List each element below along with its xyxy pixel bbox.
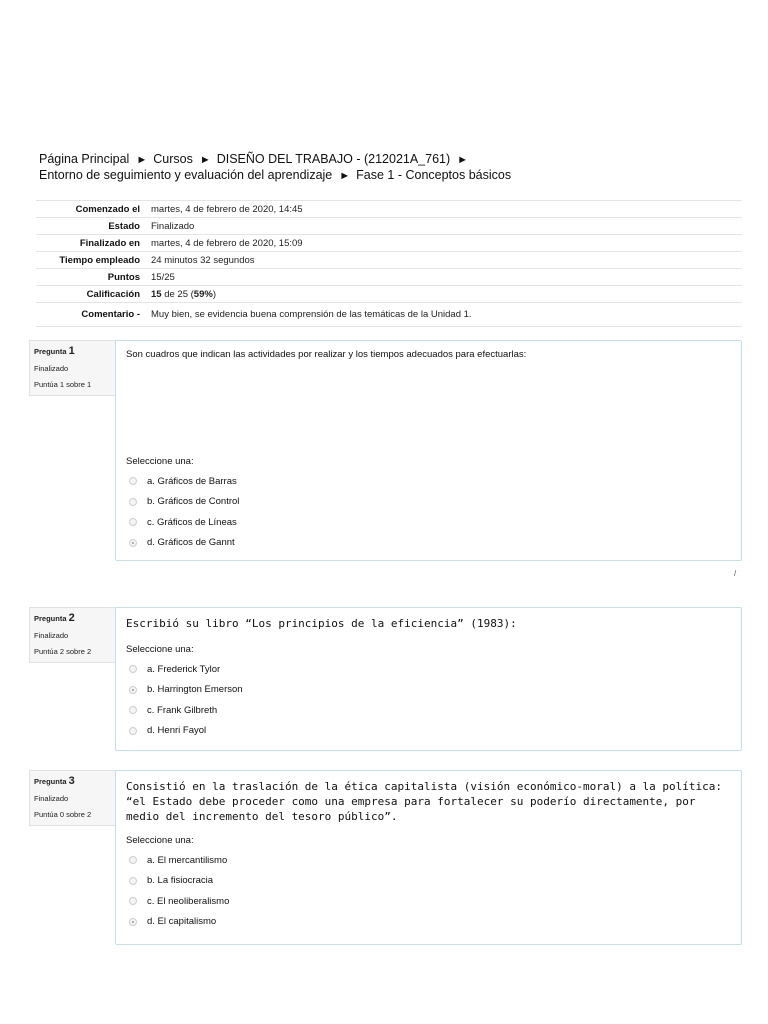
answer-option[interactable]: b. Gráficos de Control — [126, 492, 731, 513]
answer-option[interactable]: a. Gráficos de Barras — [126, 471, 731, 492]
radio-button[interactable] — [129, 498, 137, 506]
summary-value: Finalizado — [151, 220, 195, 232]
answer-prompt: Seleccione una: — [126, 644, 194, 655]
question-score: Puntúa 0 sobre 2 — [34, 810, 92, 819]
page-mark: / — [734, 569, 737, 578]
grade-score: 15 — [151, 288, 162, 300]
question-number: Pregunta 2 — [34, 612, 75, 624]
summary-label: Tiempo empleado — [59, 254, 140, 266]
breadcrumb-home-link[interactable]: Página Principal — [39, 152, 130, 166]
grade-percent: 59% — [193, 288, 213, 300]
question-info — [29, 340, 117, 396]
answer-option[interactable]: c. El neoliberalismo — [126, 891, 731, 912]
question-state: Finalizado — [34, 631, 69, 640]
radio-button[interactable] — [129, 706, 137, 714]
breadcrumb-courses-link[interactable]: Cursos — [153, 152, 193, 166]
question-info — [29, 607, 117, 663]
radio-button[interactable] — [129, 477, 137, 485]
radio-button-selected[interactable] — [129, 686, 137, 694]
summary-label: Comentario - — [81, 309, 140, 320]
summary-value: martes, 4 de febrero de 2020, 15:09 — [151, 237, 303, 249]
summary-row-time — [36, 252, 742, 269]
summary-value: 24 minutos 32 segundos — [151, 254, 255, 266]
question-number: Pregunta 1 — [34, 345, 75, 357]
summary-row-started — [36, 201, 742, 218]
summary-value: Muy bien, se evidencia buena comprensión de las temáticas de la Unidad 1. — [151, 309, 472, 320]
summary-label: Finalizado en — [79, 237, 140, 249]
radio-button-selected[interactable] — [129, 918, 137, 926]
answer-option[interactable]: b. Harrington Emerson — [126, 680, 731, 701]
summary-label: Comenzado el — [75, 203, 140, 215]
summary-value: martes, 4 de febrero de 2020, 14:45 — [151, 203, 303, 215]
question-content — [115, 607, 742, 751]
answer-option[interactable]: a. Frederick Tylor — [126, 659, 731, 680]
summary-row-comment — [36, 303, 742, 327]
summary-label: Calificación — [86, 288, 140, 300]
breadcrumb — [39, 152, 739, 184]
summary-value — [147, 286, 742, 303]
question-content — [115, 770, 742, 945]
answer-prompt: Seleccione una: — [126, 456, 194, 467]
radio-button[interactable] — [129, 877, 137, 885]
radio-button[interactable] — [129, 727, 137, 735]
question-info — [29, 770, 117, 826]
answer-option[interactable]: c. Gráficos de Líneas — [126, 512, 731, 533]
question-state: Finalizado — [34, 364, 69, 373]
question-state: Finalizado — [34, 794, 69, 803]
breadcrumb-separator-icon: ► — [136, 154, 148, 166]
summary-label: Estado — [108, 220, 140, 232]
answer-option[interactable]: d. El capitalismo — [126, 912, 731, 933]
summary-row-grade — [36, 286, 742, 303]
breadcrumb-separator-icon: ► — [339, 170, 351, 182]
breadcrumb-separator-icon: ► — [199, 154, 211, 166]
question-score: Puntúa 2 sobre 2 — [34, 647, 92, 656]
grade-total: de 25 ( — [161, 288, 194, 300]
summary-label: Puntos — [107, 271, 140, 283]
breadcrumb-section-link[interactable]: Entorno de seguimiento y evaluación del aprendizaje — [39, 168, 333, 182]
answer-option[interactable]: d. Gráficos de Gannt — [126, 533, 731, 554]
summary-row-state — [36, 218, 742, 235]
breadcrumb-separator-icon: ► — [457, 154, 469, 166]
answer-option[interactable]: b. La fisiocracia — [126, 871, 731, 892]
radio-button[interactable] — [129, 665, 137, 673]
question-text: Consistió en la traslación de la ética capitalista (visión económico-moral) a la política: “el Estado debe proceder como una empresa para fortalecer su poderío directamente, por medio del incremento del tesoro público”. — [126, 780, 723, 823]
answer-option[interactable]: c. Frank Gilbreth — [126, 700, 731, 721]
answer-option[interactable]: d. Henri Fayol — [126, 721, 731, 742]
attempt-summary-table — [36, 200, 742, 327]
question-content — [115, 340, 742, 561]
radio-button[interactable] — [129, 897, 137, 905]
summary-row-finished — [36, 235, 742, 252]
answer-option[interactable]: a. El mercantilismo — [126, 850, 731, 871]
breadcrumb-course-link[interactable]: DISEÑO DEL TRABAJO - (212021A_761) — [216, 152, 451, 166]
question-text: Son cuadros que indican las actividades por realizar y los tiempos adecuados para efectuarlas: — [126, 349, 527, 360]
question-text: Escribió su libro “Los principios de la eficiencia” (1983): — [126, 617, 517, 630]
radio-button[interactable] — [129, 856, 137, 864]
question-number: Pregunta 3 — [34, 775, 75, 787]
breadcrumb-quiz-link[interactable]: Fase 1 - Conceptos básicos — [356, 168, 512, 182]
radio-button-selected[interactable] — [129, 539, 137, 547]
question-score: Puntúa 1 sobre 1 — [34, 380, 92, 389]
answer-prompt: Seleccione una: — [126, 835, 194, 846]
grade-close: ) — [212, 288, 216, 300]
summary-value: 15/25 — [151, 271, 175, 283]
summary-row-points — [36, 269, 742, 286]
radio-button[interactable] — [129, 518, 137, 526]
